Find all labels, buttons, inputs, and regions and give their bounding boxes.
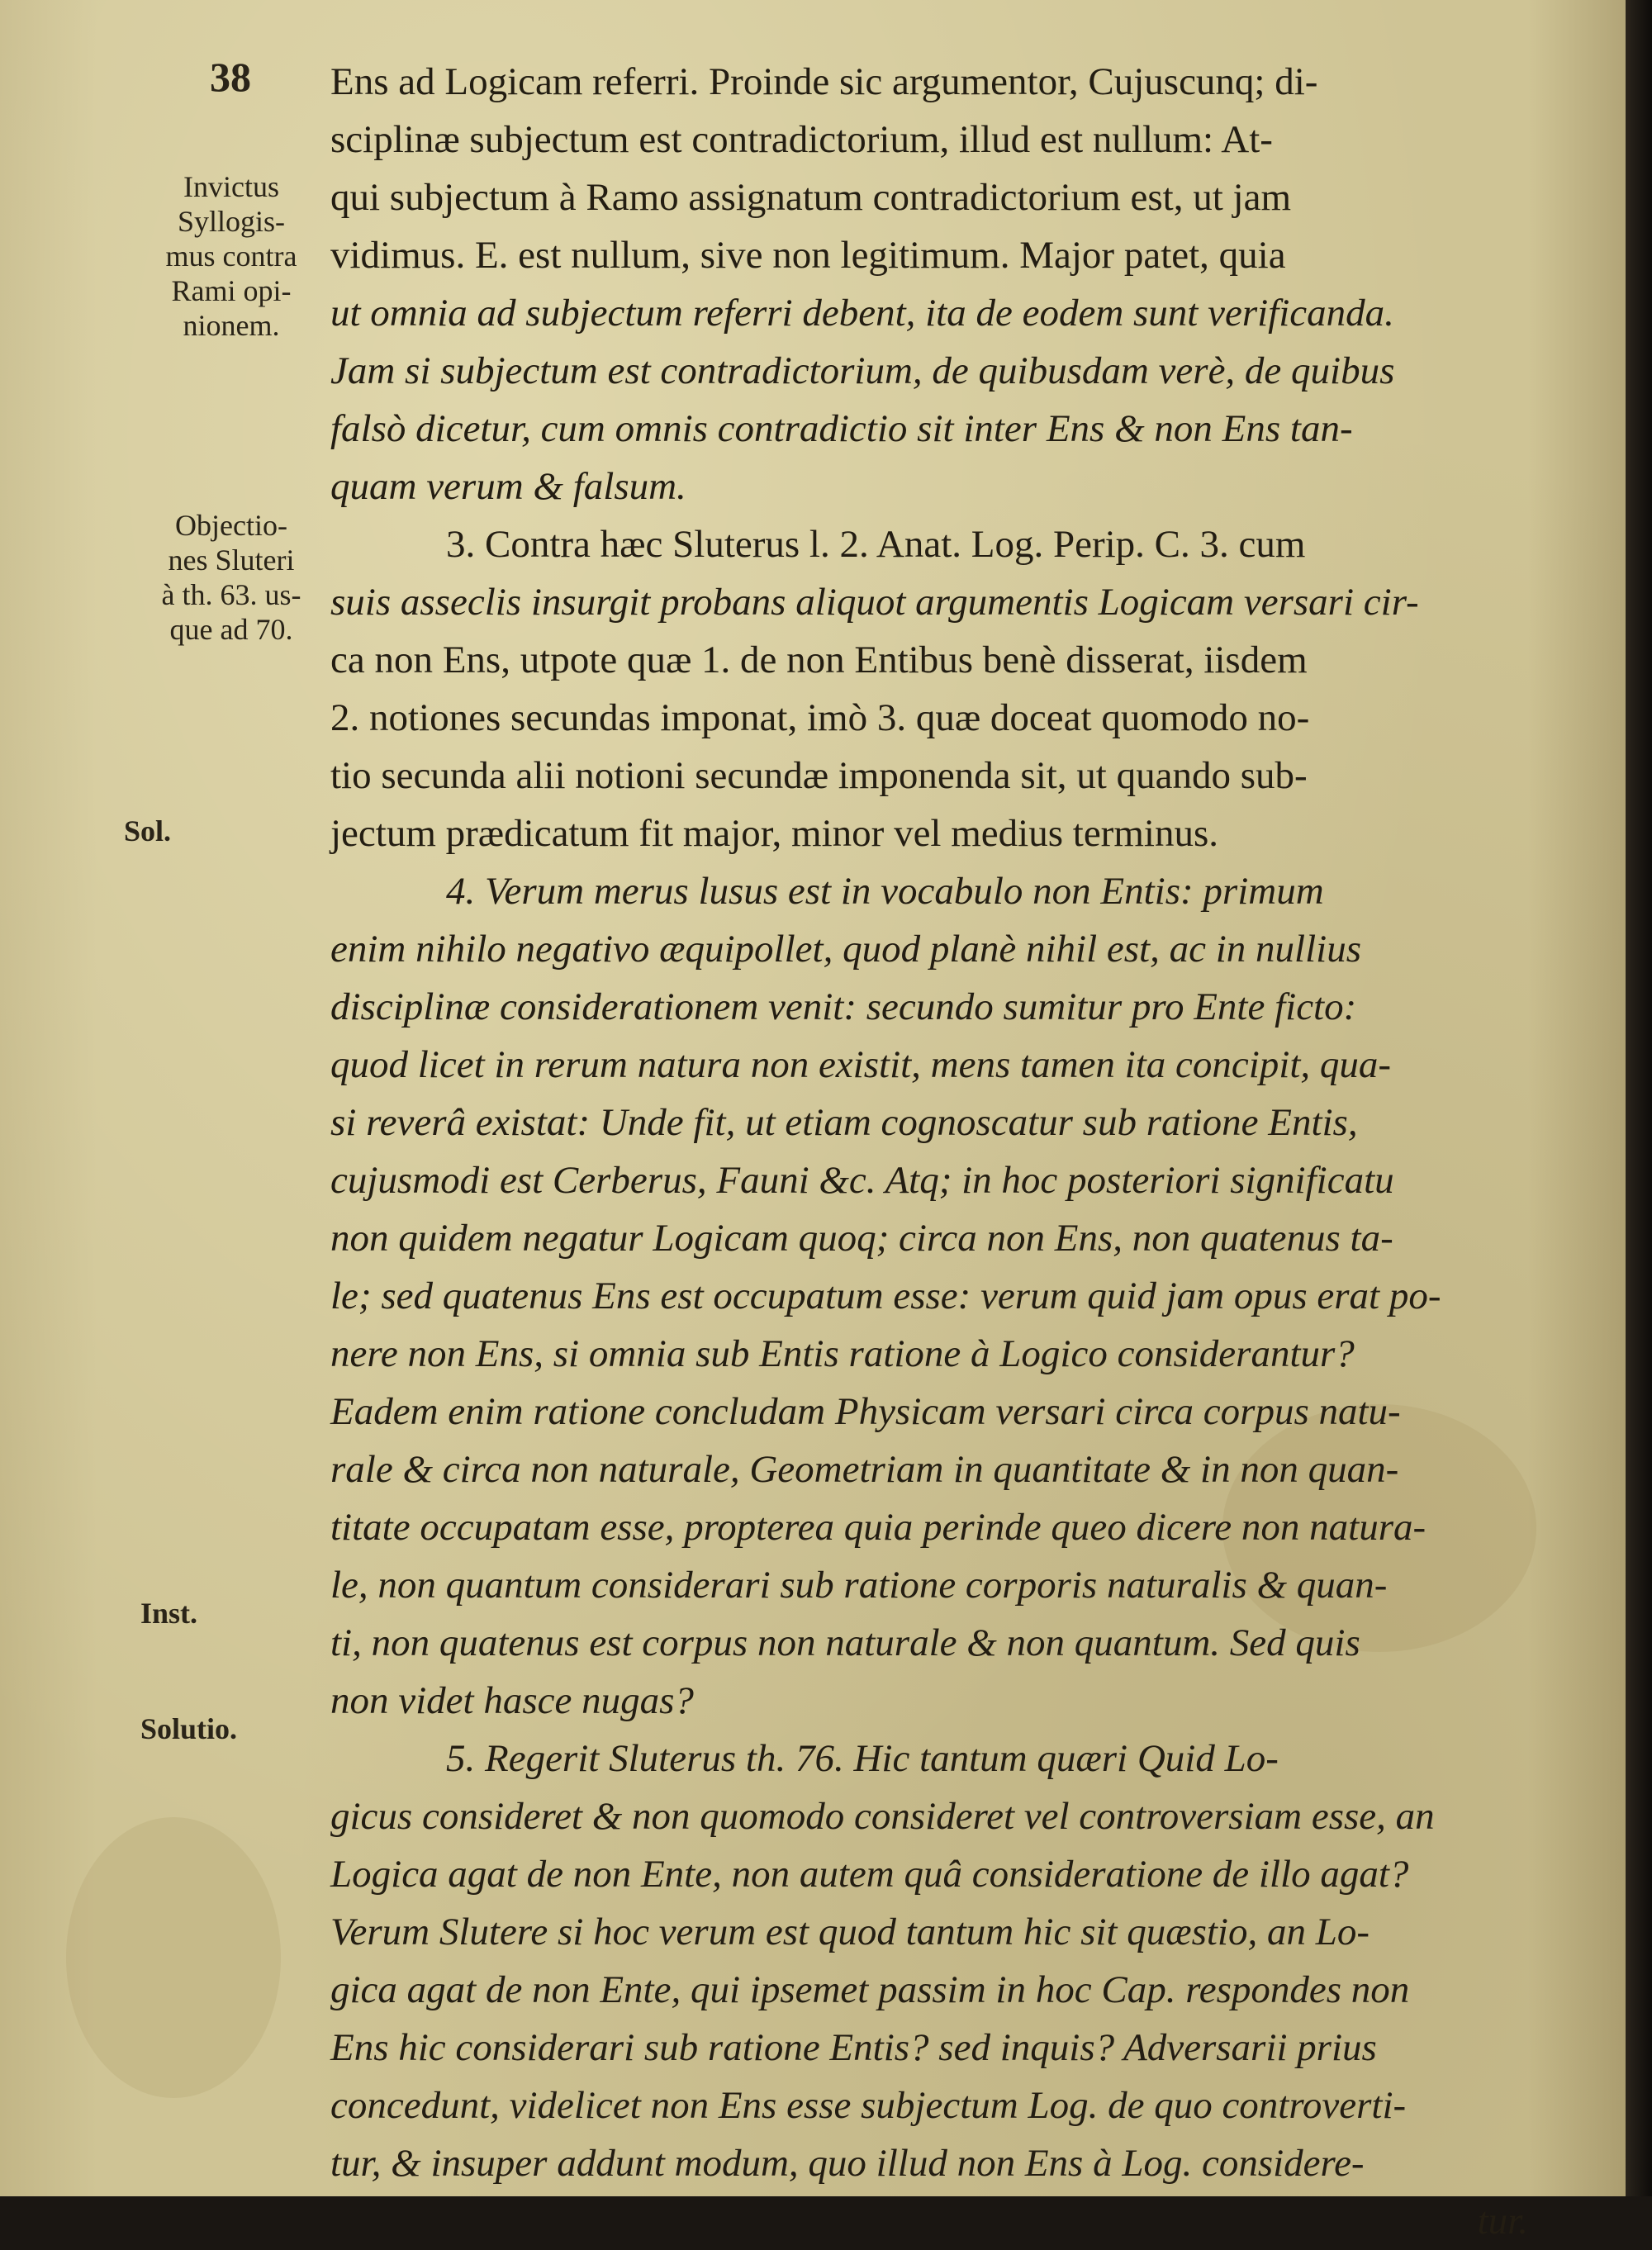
margin-note-line: Inst. — [140, 1597, 198, 1630]
margin-note-invictus — [124, 169, 339, 343]
page-stain — [66, 1817, 281, 2098]
text-line: qui subjectum à Ramo assignatum contradictorium est, ut jam — [330, 176, 1292, 219]
text-line: Ens hic considerari sub ratione Entis? sed inquis? Adversarii prius — [330, 2026, 1377, 2069]
text-line: rale & circa non naturale, Geometriam in quantitate & in non quan- — [330, 1448, 1399, 1491]
margin-note-sol — [124, 814, 223, 848]
margin-note-line: Invictus — [183, 170, 279, 203]
margin-note-solutio — [140, 1711, 306, 1746]
text-line: tur. — [1477, 2200, 1528, 2243]
text-line: disciplinæ considerationem venit: secundo sumitur pro Ente ficto: — [330, 985, 1357, 1028]
text-line: enim nihilo negativo æquipollet, quod planè nihil est, ac in nullius — [330, 928, 1362, 971]
margin-note-objectiones — [124, 508, 339, 647]
text-line: tur, & insuper addunt modum, quo illud non Ens à Log. considere- — [330, 2142, 1365, 2185]
text-line: non quidem negatur Logicam quoq; circa non Ens, non quatenus ta- — [330, 1217, 1393, 1260]
text-line: Verum Slutere si hoc verum est quod tantum hic sit quæstio, an Lo- — [330, 1911, 1370, 1953]
text-line: quam verum & falsum. — [330, 465, 686, 508]
main-text — [330, 53, 1528, 2250]
book-binding-edge — [1626, 0, 1652, 2196]
text-line: tio secunda alii notioni secundæ imponenda sit, ut quando sub- — [330, 754, 1308, 797]
text-line: concedunt, videlicet non Ens esse subjectum Log. de quo controverti- — [330, 2084, 1407, 2127]
text-line: ti, non quatenus est corpus non naturale & non quantum. Sed quis — [330, 1621, 1360, 1664]
text-line: titate occupatam esse, propterea quia perinde queo dicere non natura- — [330, 1506, 1427, 1549]
text-line: quod licet in rerum natura non existit, mens tamen ita concipit, qua- — [330, 1043, 1392, 1086]
text-line: non videt hasce nugas? — [330, 1679, 694, 1722]
margin-note-line: Syllogis- — [177, 205, 286, 238]
text-line: Logica agat de non Ente, non autem quâ consideratione de illo agat? — [330, 1853, 1409, 1896]
margin-note-line: mus contra — [165, 240, 297, 273]
margin-note-inst — [140, 1596, 240, 1631]
text-line: cujusmodi est Cerberus, Fauni &c. Atq; in hoc posteriori significatu — [330, 1159, 1394, 1202]
margin-note-line: Objectio- — [175, 509, 287, 542]
margin-note-line: Solutio. — [140, 1712, 238, 1745]
text-line: Jam si subjectum est contradictorium, de quibusdam verè, de quibus — [330, 349, 1395, 392]
text-line: vidimus. E. est nullum, sive non legitimum. Major patet, quia — [330, 234, 1286, 277]
margin-note-line: Rami opi- — [171, 274, 292, 307]
text-line: 2. notiones secundas imponat, imò 3. quæ doceat quomodo no- — [330, 696, 1310, 739]
text-line: gica agat de non Ente, qui ipsemet passim in hoc Cap. respondes non — [330, 1968, 1410, 2011]
page-number: 38 — [210, 54, 251, 100]
margin-note-line: à th. 63. us- — [161, 578, 301, 611]
margin-note-line: nionem. — [183, 309, 280, 342]
text-line: nere non Ens, si omnia sub Entis ratione à Logico considerantur? — [330, 1332, 1355, 1375]
text-line: jectum prædicatum fit major, minor vel medius terminus. — [330, 812, 1218, 855]
text-line: 4. Verum merus lusus est in vocabulo non Entis: primum — [446, 870, 1324, 913]
text-line: suis asseclis insurgit probans aliquot argumentis Logicam versari cir- — [330, 581, 1419, 624]
text-line: 5. Regerit Sluterus th. 76. Hic tantum quæri Quid Lo- — [446, 1737, 1279, 1780]
margin-note-line: Sol. — [124, 814, 172, 847]
text-line: Ens ad Logicam referri. Proinde sic argumentor, Cujuscunq; di- — [330, 60, 1318, 103]
text-line: sciplinæ subjectum est contradictorium, illud est nullum: At- — [330, 118, 1273, 161]
text-line: falsò dicetur, cum omnis contradictio sit inter Ens & non Ens tan- — [330, 407, 1353, 450]
text-line: ut omnia ad subjectum referri debent, ita de eodem sunt verificanda. — [330, 292, 1394, 335]
margin-note-line: que ad 70. — [169, 613, 293, 646]
text-line: gicus consideret & non quomodo consideret vel controversiam esse, an — [330, 1795, 1435, 1838]
text-line: ca non Ens, utpote quæ 1. de non Entibus benè disserat, iisdem — [330, 638, 1308, 681]
text-line: si reverâ existat: Unde fit, ut etiam cognoscatur sub ratione Entis, — [330, 1101, 1358, 1144]
text-line: Eadem enim ratione concludam Physicam versari circa corpus natu- — [330, 1390, 1401, 1433]
text-line: le, non quantum considerari sub ratione corporis naturalis & quan- — [330, 1564, 1388, 1607]
margin-note-line: nes Sluteri — [168, 544, 295, 577]
text-line: le; sed quatenus Ens est occupatum esse: verum quid jam opus erat po- — [330, 1275, 1441, 1317]
text-line: 3. Contra hæc Sluterus l. 2. Anat. Log. Perip. C. 3. cum — [446, 523, 1306, 566]
